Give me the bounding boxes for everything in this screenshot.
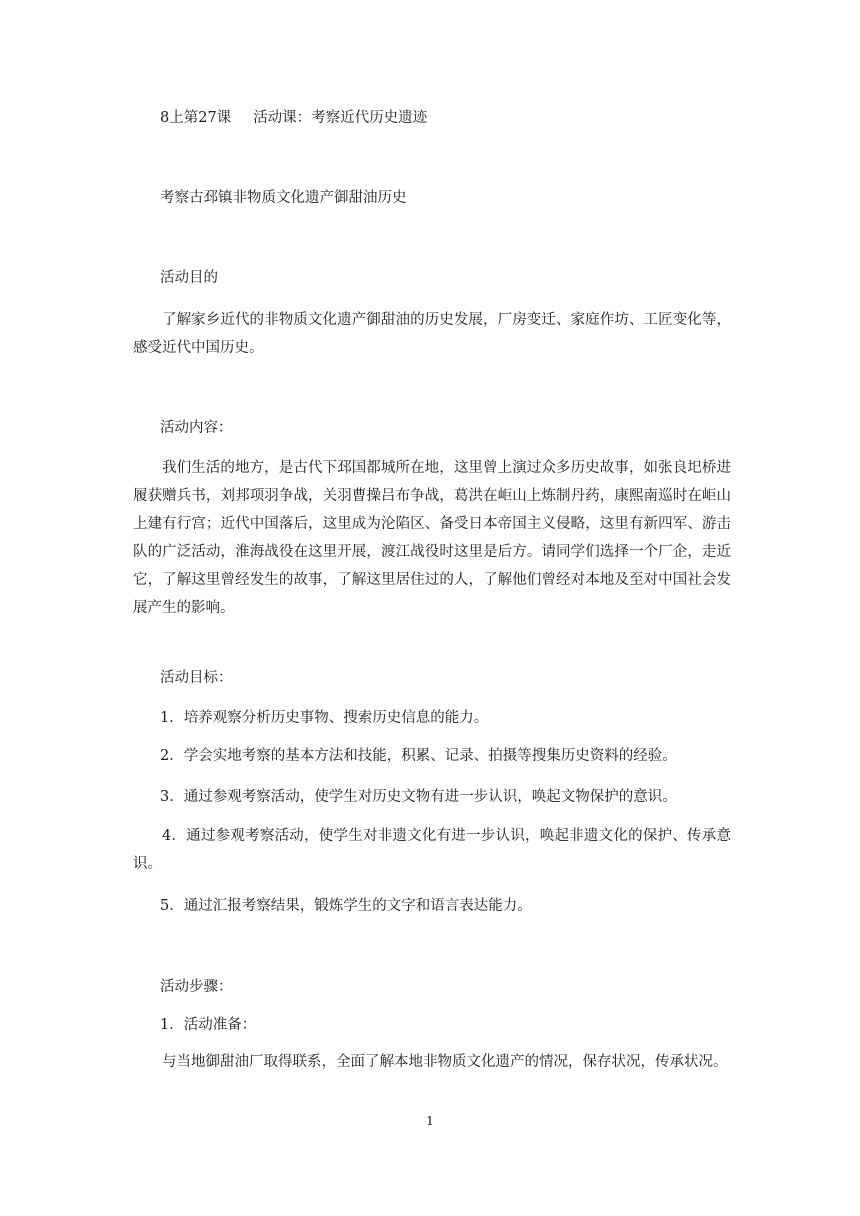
document-header (160, 108, 427, 128)
activity-title: 活动课：考察近代历史遗迹 (253, 110, 428, 126)
step-1-title: 1．活动准备： (160, 1017, 257, 1033)
step-1-text: 与当地御甜油厂取得联系，全面了解本地非物质文化遗产的情况，保存状况，传承状况。 (162, 1054, 728, 1070)
content-heading: 活动内容： (160, 420, 233, 436)
goal-item-2: 2．学会实地考察的基本方法和技能，积累、记录、拍摄等搜集历史资料的经验。 (160, 748, 677, 764)
page-number: 1 (426, 1114, 434, 1128)
lesson-number: 8上第27课 (160, 110, 232, 126)
goals-heading: 活动目标： (160, 670, 233, 686)
purpose-heading: 活动目的 (160, 270, 218, 286)
steps-heading: 活动步骤： (160, 979, 233, 995)
goal-item-5: 5．通过汇报考察结果，锻炼学生的文字和语言表达能力。 (160, 898, 532, 914)
goal-item-3: 3．通过参观考察活动，使学生对历史文物有进一步认识，唤起文物保护的意识。 (160, 789, 677, 805)
goal-item-1: 1．培养观察分析历史事物、搜索历史信息的能力。 (160, 710, 489, 726)
goal-item-4: 4．通过参观考察活动，使学生对非遗文化有进一步认识，唤起非遗文化的保护、传承意识。 (133, 828, 731, 872)
purpose-text: 了解家乡近代的非物质文化遗产御甜油的历史发展，厂房变迁、家庭作坊、工匠变化等，感受近代中国历史。 (133, 312, 731, 356)
document-subtitle: 考察古邳镇非物质文化遗产御甜油历史 (160, 190, 407, 206)
content-text: 我们生活的地方，是古代下邳国都城所在地，这里曾上演过众多历史故事，如张良圯桥进履获赠兵书，刘邦项羽争战，关羽曹操吕布争战，葛洪在岠山上炼制丹药，康熙南巡时在岠山上建有行宫；近代中国落后，这里成为沦陷区、备受日本帝国主义侵略，这里有新四军、游击队的广泛活动，淮海战役在这里开展，渡江战役时这里是后方。请同学们选择一个厂企，走近它，了解这里曾经发生的故事，了解这里居住过的人，了解他们曾经对本地及至对中国社会发展产生的影响。 (133, 460, 731, 616)
